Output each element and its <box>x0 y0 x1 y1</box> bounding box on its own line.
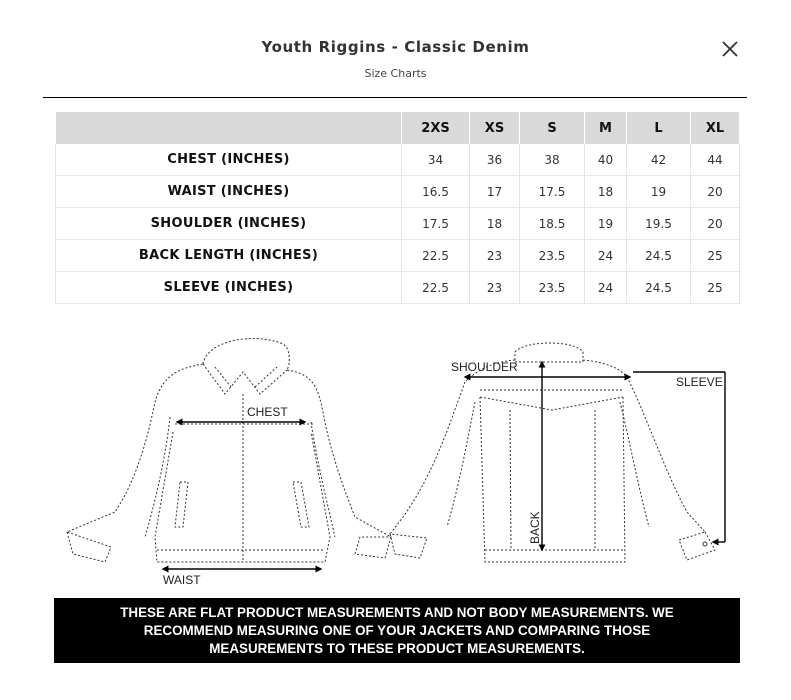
table-cell: 36 <box>470 144 520 176</box>
header-label-cell <box>56 112 402 144</box>
size-chart-table <box>55 112 740 304</box>
column-header: S <box>520 112 585 144</box>
table-cell: 19 <box>627 176 691 208</box>
column-header: XL <box>691 112 740 144</box>
table-cell: 24 <box>585 272 627 304</box>
table-cell: 18 <box>470 208 520 240</box>
table-cell: 25 <box>691 272 740 304</box>
table-cell: 34 <box>402 144 470 176</box>
row-label: CHEST (INCHES) <box>56 144 402 176</box>
table-cell: 38 <box>520 144 585 176</box>
table-cell: 16.5 <box>402 176 470 208</box>
table-cell: 42 <box>627 144 691 176</box>
table-cell: 18 <box>585 176 627 208</box>
row-label: WAIST (INCHES) <box>56 176 402 208</box>
table-cell: 25 <box>691 240 740 272</box>
notice-line: MEASUREMENTS TO THESE PRODUCT MEASUREMENTS. <box>209 641 585 656</box>
table-cell: 23 <box>470 240 520 272</box>
column-header: L <box>627 112 691 144</box>
table-row <box>56 144 740 176</box>
table-cell: 23 <box>470 272 520 304</box>
cuff-button <box>703 542 707 546</box>
table-cell: 22.5 <box>402 240 470 272</box>
table-cell: 17 <box>470 176 520 208</box>
jacket-back-icon <box>390 343 715 562</box>
table-row <box>56 176 740 208</box>
table-cell: 24 <box>585 240 627 272</box>
table-cell: 17.5 <box>520 176 585 208</box>
close-icon <box>717 36 743 62</box>
modal-subtitle: Size Charts <box>364 67 427 80</box>
column-header: M <box>585 112 627 144</box>
table-cell: 24.5 <box>627 240 691 272</box>
table-row <box>56 240 740 272</box>
waist-label: WAIST <box>163 573 201 587</box>
close-button[interactable] <box>717 36 743 62</box>
table-cell: 23.5 <box>520 240 585 272</box>
table-cell: 40 <box>585 144 627 176</box>
table-cell: 22.5 <box>402 272 470 304</box>
measurement-diagram <box>55 322 745 592</box>
modal-title: Youth Riggins - Classic Denim <box>261 38 530 56</box>
table-header-row <box>56 112 740 144</box>
sleeve-label: SLEEVE <box>676 375 723 389</box>
table-cell: 20 <box>691 208 740 240</box>
chest-label: CHEST <box>247 405 288 419</box>
header-divider <box>43 97 747 98</box>
table-cell: 23.5 <box>520 272 585 304</box>
shoulder-label: SHOULDER <box>451 360 518 374</box>
table-cell: 18.5 <box>520 208 585 240</box>
row-label: SHOULDER (INCHES) <box>56 208 402 240</box>
table-cell: 24.5 <box>627 272 691 304</box>
table-cell: 19 <box>585 208 627 240</box>
table-row <box>56 272 740 304</box>
notice-line: RECOMMEND MEASURING ONE OF YOUR JACKETS AND COMPARING THOSE <box>143 623 651 638</box>
row-label: BACK LENGTH (INCHES) <box>56 240 402 272</box>
column-header: XS <box>470 112 520 144</box>
jacket-front-icon <box>67 338 391 562</box>
column-header: 2XS <box>402 112 470 144</box>
table-cell: 17.5 <box>402 208 470 240</box>
row-label: SLEEVE (INCHES) <box>56 272 402 304</box>
table-cell: 44 <box>691 144 740 176</box>
table-cell: 20 <box>691 176 740 208</box>
table-row <box>56 208 740 240</box>
back-label: BACK <box>528 511 542 544</box>
table-cell: 19.5 <box>627 208 691 240</box>
notice-line: THESE ARE FLAT PRODUCT MEASUREMENTS AND NOT BODY MEASUREMENTS. WE <box>120 605 674 620</box>
measurement-notice <box>54 598 740 663</box>
